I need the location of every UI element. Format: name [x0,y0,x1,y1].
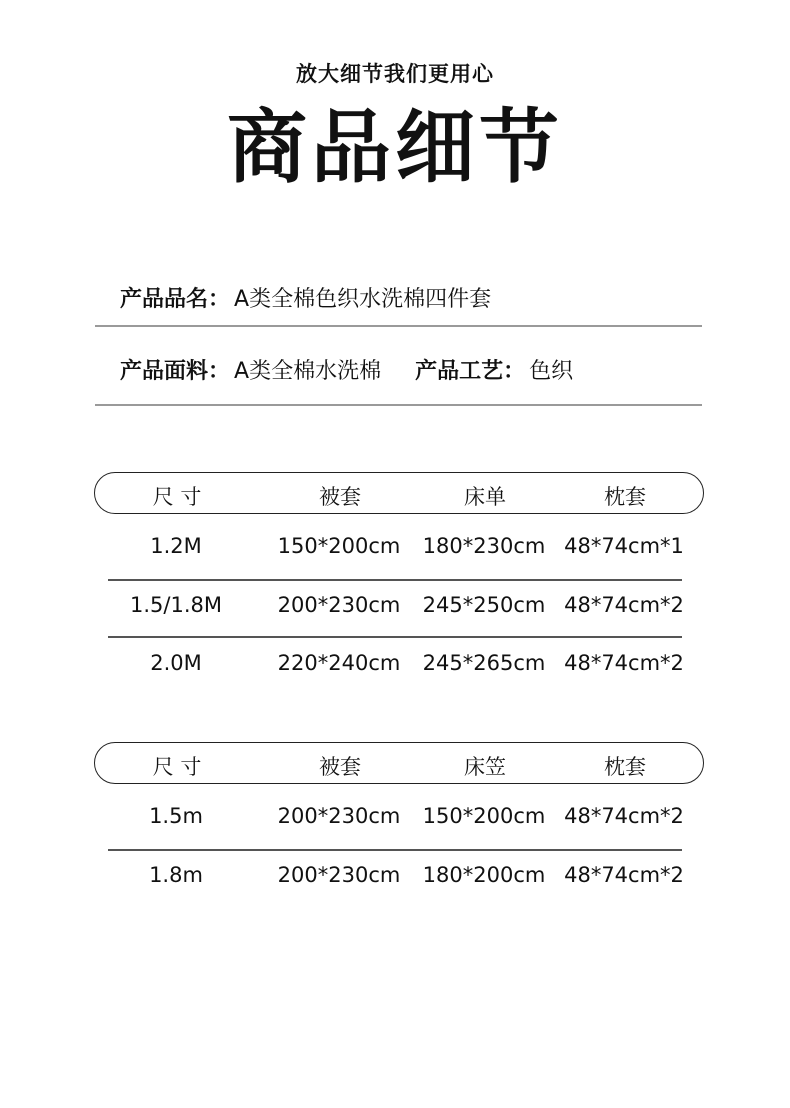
table-row [94,651,704,681]
fitted-sheet-cell: 150*200cm [422,804,546,828]
header-size: 尺 寸 [152,485,202,509]
divider [95,325,702,327]
duvet-cell: 200*230cm [277,593,401,617]
product-name-value: A类全棉色织水洗棉四件套 [234,287,492,312]
header-pillowcase: 枕套 [604,485,646,509]
row-divider [108,636,682,638]
size-cell: 1.8m [149,863,203,887]
pillowcase-cell: 48*74cm*2 [564,804,684,828]
size-cell: 1.5/1.8M [130,593,222,617]
product-name-row [120,285,720,315]
product-craft-label: 产品工艺： [415,359,526,384]
header-size: 尺 寸 [152,755,202,779]
header-fitted-sheet: 床笠 [464,755,506,779]
header-sheet: 床单 [464,485,506,509]
product-fabric-value: A类全棉水洗棉 [234,359,382,384]
table-row [94,804,704,834]
size-table-1-header [94,472,704,514]
size-cell: 1.5m [149,804,203,828]
product-name-label: 产品品名： [120,287,231,312]
product-fabric-row [120,357,720,387]
row-divider [108,579,682,581]
page-subtitle: 放大细节我们更用心 [296,62,494,86]
size-cell: 1.2M [150,534,202,558]
header-duvet: 被套 [319,755,361,779]
size-table-2-header [94,742,704,784]
product-fabric-label: 产品面料： [120,359,231,384]
table-row [94,534,704,564]
pillowcase-cell: 48*74cm*2 [564,651,684,675]
size-cell: 2.0M [150,651,202,675]
duvet-cell: 220*240cm [277,651,401,675]
divider [95,404,702,406]
duvet-cell: 200*230cm [277,863,401,887]
product-craft-value: 色织 [529,359,574,384]
fitted-sheet-cell: 180*200cm [422,863,546,887]
sheet-cell: 245*250cm [422,593,546,617]
pillowcase-cell: 48*74cm*2 [564,593,684,617]
sheet-cell: 245*265cm [422,651,546,675]
table-row [94,863,704,893]
header-pillowcase: 枕套 [604,755,646,779]
duvet-cell: 150*200cm [277,534,401,558]
page-title: 商品细节 [227,101,563,194]
header-duvet: 被套 [319,485,361,509]
pillowcase-cell: 48*74cm*2 [564,863,684,887]
duvet-cell: 200*230cm [277,804,401,828]
table-row [94,593,704,623]
pillowcase-cell: 48*74cm*1 [564,534,684,558]
row-divider [108,849,682,851]
sheet-cell: 180*230cm [422,534,546,558]
